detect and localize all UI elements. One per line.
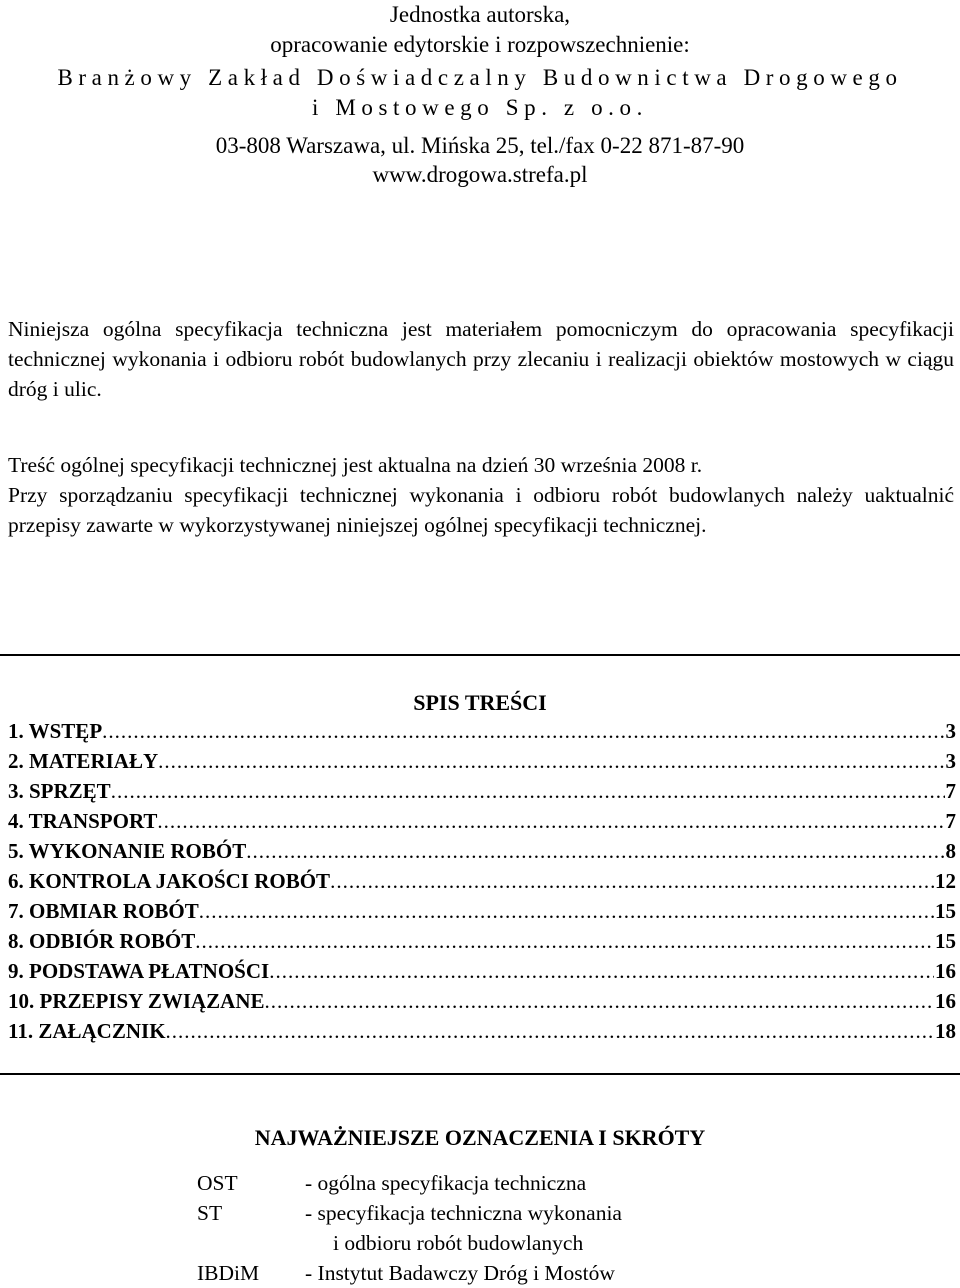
toc-leader-dots xyxy=(265,986,934,1016)
toc-item-label: 7. OBMIAR ROBÓT xyxy=(8,899,199,923)
toc-item xyxy=(8,1016,956,1046)
toc-item-label: 6. KONTROLA JAKOŚCI ROBÓT xyxy=(8,869,331,893)
abbr-definition: - ogólna specyfikacja techniczna xyxy=(305,1171,587,1195)
toc-leader-dots xyxy=(166,1016,934,1046)
divider-bottom xyxy=(0,1073,960,1075)
toc-item xyxy=(8,956,956,986)
toc-item-page: 12 xyxy=(935,869,956,893)
toc-leader-dots xyxy=(330,866,934,896)
toc-item-label: 11. ZAŁĄCZNIK xyxy=(8,1019,166,1043)
toc-leader-dots xyxy=(195,926,934,956)
org-website: www.drogowa.strefa.pl xyxy=(372,162,588,187)
toc-leader-dots xyxy=(246,836,944,866)
divider-top xyxy=(0,654,960,656)
abbr-term: IBDiM xyxy=(197,1261,260,1285)
header-line-1: Jednostka autorska, xyxy=(389,2,571,27)
toc-item xyxy=(8,896,956,926)
toc-item xyxy=(8,836,956,866)
toc-item-page: 7 xyxy=(945,809,956,833)
header-line-2: opracowanie edytorskie i rozpowszechnienie: xyxy=(270,32,690,57)
toc-item-label: 2. MATERIAŁY xyxy=(8,749,159,773)
toc-item-label: 5. WYKONANIE ROBÓT xyxy=(8,839,247,863)
toc-leader-dots xyxy=(199,896,934,926)
toc-item-page: 15 xyxy=(935,899,956,923)
toc-item xyxy=(8,866,956,896)
toc-item xyxy=(8,926,956,956)
toc-title: SPIS TREŚCI xyxy=(413,690,547,715)
abbreviations-title: NAJWAŻNIEJSZE OZNACZENIA I SKRÓTY xyxy=(254,1125,706,1150)
toc-item-page: 3 xyxy=(945,719,956,743)
toc-item xyxy=(8,986,956,1016)
abbr-definition-continued: i odbioru robót budowlanych xyxy=(333,1231,584,1255)
toc-item-label: 8. ODBIÓR ROBÓT xyxy=(8,929,196,953)
toc-item xyxy=(8,716,956,746)
toc-item-page: 16 xyxy=(935,989,956,1013)
toc-leader-dots xyxy=(269,956,934,986)
validity-statement: Treść ogólnej specyfikacji technicznej jest aktualna na dzień 30 września 2008 r. xyxy=(8,453,703,477)
toc-item-page: 8 xyxy=(945,839,956,863)
org-address: 03-808 Warszawa, ul. Mińska 25, tel./fax 0-22 871-87-90 xyxy=(215,133,745,158)
toc-item-label: 4. TRANSPORT xyxy=(8,809,158,833)
org-name-line-2: i Mostowego Sp. z o.o. xyxy=(312,95,648,120)
toc-item-label: 9. PODSTAWA PŁATNOŚCI xyxy=(8,959,270,983)
toc-item-label: 3. SPRZĘT xyxy=(8,779,111,803)
abbr-definition: - specyfikacja techniczna wykonania xyxy=(305,1201,622,1225)
toc-item-page: 18 xyxy=(935,1019,956,1043)
toc-item xyxy=(8,746,956,776)
toc-item-page: 7 xyxy=(945,779,956,803)
abbr-term: OST xyxy=(197,1171,238,1195)
toc-item-label: 10. PRZEPISY ZWIĄZANE xyxy=(8,989,265,1013)
update-notice: Przy sporządzaniu specyfikacji technicznej wykonania i odbioru robót budowlanych należy uaktualnić przepisy zawarte w wykorzystywanej niniejszej ogólnej specyfikacji technicznej. xyxy=(8,483,954,537)
toc-item xyxy=(8,806,956,836)
toc-leader-dots xyxy=(111,776,945,806)
toc-item-page: 3 xyxy=(945,749,956,773)
toc-item-page: 16 xyxy=(935,959,956,983)
toc-leader-dots xyxy=(102,716,944,746)
toc-leader-dots xyxy=(158,746,944,776)
table-of-contents xyxy=(8,716,956,1046)
toc-item-page: 15 xyxy=(935,929,956,953)
abbr-definition: - Instytut Badawczy Dróg i Mostów xyxy=(305,1261,615,1285)
intro-paragraph: Niniejsza ogólna specyfikacja techniczna jest materiałem pomocniczym do opracowania specyfikacji technicznej wykonania i odbioru robót budowlanych przy zlecaniu i realizacji obiektów mostowych w ciągu dróg i ulic. xyxy=(8,317,954,401)
org-name-line-1: Branżowy Zakład Doświadczalny Budownictwa Drogowego xyxy=(57,65,903,90)
toc-leader-dots xyxy=(157,806,944,836)
toc-item-label: 1. WSTĘP xyxy=(8,719,103,743)
abbr-term: ST xyxy=(197,1201,223,1225)
toc-item xyxy=(8,776,956,806)
